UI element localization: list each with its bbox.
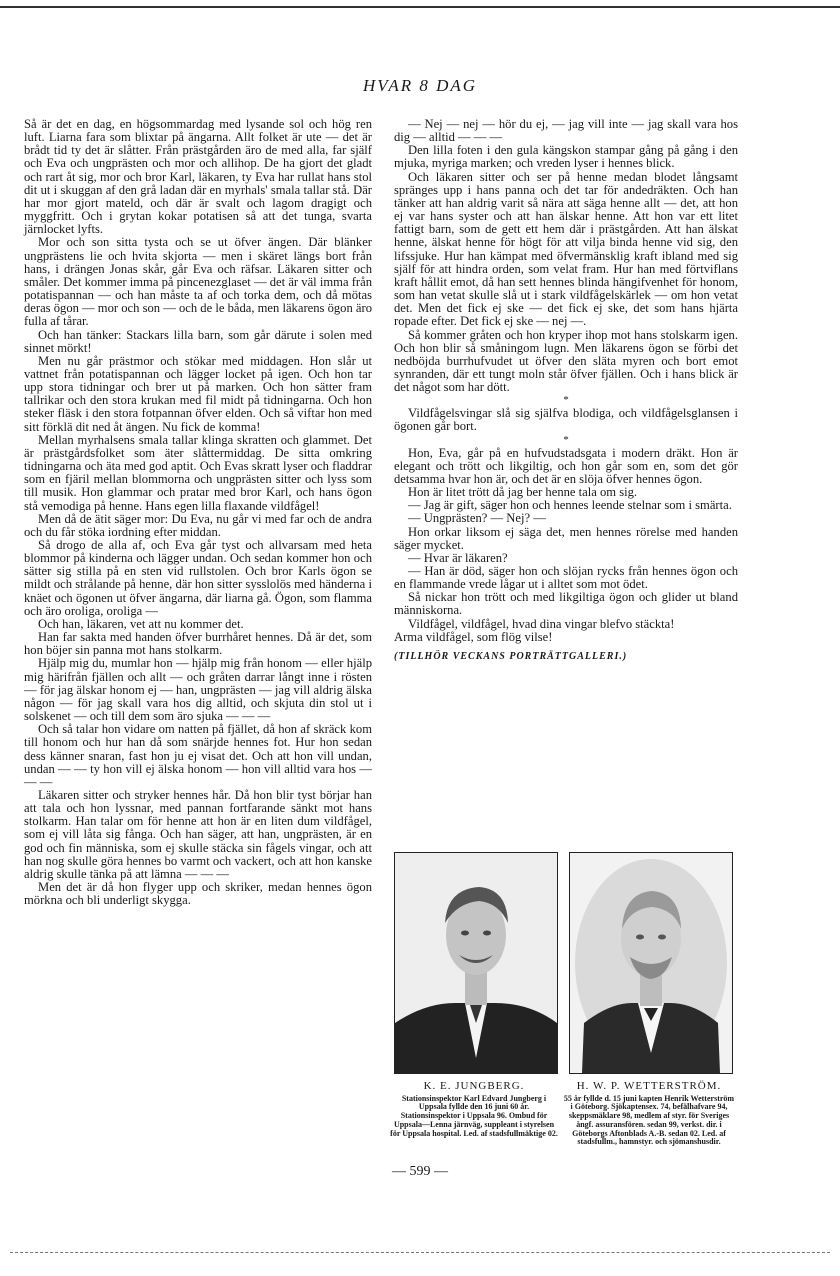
paragraph: Hjälp mig du, mumlar hon — hjälp mig från honom — eller hjälp mig härifrån fjällen och allt — och gråten darrar långt inne i rösten — för jag älskar honom ej — han, ungprästen — jag vill aldrig älska någon — för jag skall vara hos dig alltid, och skjuta din stol ut i solskenet — och till dem som äro sjuka — — — <box>24 656 372 724</box>
paragraph: — Hvar är läkaren? <box>408 550 508 565</box>
paragraph: Men nu går prästmor och stökar med middagen. Hon slår ut vattnet från potatispannan och lägger locket på igen. Och hon tar upp stora tidningar och brer ut på marken. Och hon sätter fram tallrikar och den stora krukan med fil midt på tidningarna. Och hon steker fläsk i den stora fotpannan öfver elden. Och så viftar hon med sitt förklä dit ned åt ängen. Nu fick de komma! <box>24 353 372 434</box>
portrait-jungberg <box>394 852 558 1074</box>
portrait-bio-wetterstrom <box>563 1082 735 1147</box>
paragraph: — Jag är gift, säger hon och hennes leende stelnar som i smärta. <box>408 498 732 513</box>
paragraph: Men det är då hon flyger upp och skriker, medan hennes ögon mörkna och bli underligt skygga. <box>24 880 372 908</box>
bottom-rule <box>10 1252 830 1253</box>
section-divider-star: * <box>563 394 569 407</box>
paragraph: Så drogo de alla af, och Eva går tyst och allvarsam med heta blommor på kinderna och lägger undan. Och sedan kommer hon och sätter sig stilla på en sten vid rullstolen. Och bror Karls ögon se mildt och strålande på henne, där hon sitter sysslolös med händerna i knäet och ögonen ut öfver ängarna, där liarna gå. Ögon, som flamma och äro oroliga, oroliga — <box>24 538 372 618</box>
paragraph: Mor och son sitta tysta och se ut öfver ängen. Där blänker ungprästens lie och hvita skjorta — men i skäret längs bort från hans, i drängen Jonas skår, går Eva och räfsar. Läkaren sitter och småler. Det kommer imma på pincenezglaset — det är väl imma från potatispannan — och han måste ta af och torka dem, och då mötas deras ögon — mor och son — och de le båda, men läkarens ögon äro fulla af tårar. <box>24 235 372 329</box>
paragraph: Och så talar hon vidare om natten på fjället, då hon af skräck kom till honom och hur han då som snärjde hennes fot. Hur hon sedan dess känner snaran, fast hon ju ej visat det. Och att hon vill undan, undan — — ty hon vill ej älska honom — hon vill alltid vara hos — — — <box>24 722 372 789</box>
section-divider-star: * <box>563 433 569 446</box>
paragraph: Vildfågelsvingar slå sig själfva blodiga, och vildfågelsglansen i ögonen går bort. <box>394 406 738 434</box>
portrait-bio-jungberg <box>388 1082 560 1138</box>
right-column <box>394 118 738 663</box>
portrait-name: H. W. P. WETTERSTRÖM. <box>576 1080 722 1092</box>
portrait-photo <box>570 853 732 1073</box>
paragraph: Arma vildfågel, som flög vilse! <box>394 629 553 644</box>
left-column <box>24 118 372 907</box>
paragraph: Hon orkar liksom ej säga det, men hennes rörelse med handen säger mycket. <box>394 524 738 552</box>
page-header: HVAR 8 DAG <box>362 76 478 95</box>
paragraph: Så kommer gråten och hon kryper ihop mot hans stolskarm igen. Och hon blir så småningom lugn. Men läkarens ögon se förbi det nedböjda burrhufvudet ut öfver den släta myren och bort emot synranden, där ett tungt moln står öfver fjällen. Och i hans blick är det något som har dött. <box>394 327 738 395</box>
portrait-text: 55 år fyllde d. 15 juni kapten Henrik Wetterström i Göteborg. Sjökaptensex. 74, befälhafvare 94, skeppsmäklare 98, medlem af styr. för Sveriges ångf. assuransfören. sedan 99, verkst. dir. i Göteborgs Aftonblads A.-B. sedan 02. Led. af stadsfullm., hamnstyr. och sjömanshusdir. <box>563 1093 735 1147</box>
paragraph: — Nej — nej — hör du ej, — jag vill inte — jag skall vara hos dig — alltid — — — <box>394 117 738 145</box>
paragraph: — Han är död, säger hon och slöjan rycks från hennes ögon och en flammande vrede lågar ut i alltet som mot ödet. <box>394 564 738 592</box>
paragraph: Mellan myrhalsens smala tallar klinga skratten och glammet. Det är prästgårdsfolket som äter slåttermiddag. De sitta omkring tidningarna och äta med god aptit. Och Evas skratt lyser och fladdrar som en fjäril mellan blommorna och ungprästen sitter och lyss som till musik. Hon glammar och pratar med bror Karl, och hans ögon stå vemodiga på henne. Hans egen lilla flaxande vildfågel! <box>24 432 372 513</box>
paragraph: Hon är litet trött då jag ber henne tala om sig. <box>408 485 638 500</box>
portrait-wetterstrom <box>569 852 733 1074</box>
paragraph: Hon, Eva, går på en hufvudstadsgata i modern dräkt. Hon är elegant och trött och likgiltig, och hon går som en, som det gör detsamma hvar hon är, och det är en slöja öfver hennes ögon. <box>394 445 738 486</box>
paragraph: Och läkaren sitter och ser på henne medan blodet långsamt spränges upp i hans panna och det tar för andedräkten. Och han tänker att han aldrig varit så nära att säga henne allt — det, att hon ej var hans syster och att han älskar henne. Att hon var ett litet fattigt barn, som de gett ett hem där i prästgården. Att han älskat henne, älskat henne för högt för att vilja binda henne vid sig, den lifssjuke. Hur han kämpat med öfvermänsklig kraft ibland med sig själf för att hindra orden, som velat fram. Hur han med förtviflans kraft hållit emot, då han sett hennes blinda hängifvenhet för honom, som han vetat skulle slå ut i stark vildfågelskärlek — om hon vetat det. Men det fick ej ske — det fick ej ske, det som hans hjärta ropade efter. Det fick ej ske — nej —. <box>394 169 738 329</box>
top-rule <box>0 6 840 8</box>
paragraph: Vildfågel, vildfågel, hvad dina vingar blefvo stäckta! <box>408 616 675 631</box>
paragraph: Läkaren sitter och stryker hennes hår. Då hon blir tyst börjar han att tala och hon lyssnar, med pannan fortfarande sänkt mot hans stolkarm. Han talar om för henne att hon är en liten dum vildfågel, som ej vill låta sig fånga. Och han säger, att han, ungprästen, är en god och fin människa, som ej skulle stäcka sin fågels vingar, och att han nog skulle göra hennes bo varmt och vackert, och att hon kanske aldrig skulle tänka på att lämna — — — <box>24 787 372 881</box>
portrait-gallery <box>394 852 744 1077</box>
gallery-caption: (TILLHÖR VECKANS PORTRÄTTGALLERI.) <box>394 650 628 662</box>
page-number: — 599 — <box>392 1164 448 1179</box>
paragraph: Så är det en dag, en högsommardag med lysande sol och hög ren luft. Liarna fara som blixtar på ängarna. Allt folket är ute — det är brådt tid ty det är slåtter. Från prästgården äro de med alla, far själf och Eva och ungprästen och mor och allihop. De ha gjort det gladt och rart åt sig, mor och bror Karl, läkaren, ty Eva har rullat hans stol dit ut i skuggan af den grå ladan där en myrhals' smala tallar stå. Där har mor gjort mateld, och där är svalt och lagom dragigt och myggfritt. Och i grytan kokar potatisen så att det tunga, svarta järnlocket lyfts. <box>24 117 372 237</box>
portrait-name: K. E. JUNGBERG. <box>423 1080 525 1092</box>
portrait-text: Stationsinspektor Karl Edvard Jungberg i Uppsala fyllde den 16 juni 60 år. Stationsinspektor i Uppsala 96. Ombud för Uppsala—Lenna järnväg, suppleant i styrelsen för Uppsala hospital. Led. af stadsfullmäktige 02. <box>390 1093 558 1138</box>
paragraph: Den lilla foten i den gula kängskon stampar gång på gång i den mjuka, myriga marken; och vreden lyser i hennes blick. <box>394 143 738 171</box>
paragraph: Och han, läkaren, vet att nu kommer det. <box>38 616 244 631</box>
portrait-photo <box>395 853 557 1073</box>
paragraph: Men då de ätit säger mor: Du Eva, nu går vi med far och de andra och du får stöka iordning efter middan. <box>24 511 372 539</box>
paragraph: Han far sakta med handen öfver burrhåret hennes. Då är det, som hon böjer sin panna mot hans stolkarm. <box>24 630 372 658</box>
paragraph: Så nickar hon trött och med likgiltiga ögon och glider ut bland människorna. <box>394 590 738 618</box>
paragraph: — Ungprästen? — Nej? — <box>408 511 546 526</box>
paragraph: Och han tänker: Stackars lilla barn, som går därute i solen med sinnet mörkt! <box>24 327 372 355</box>
